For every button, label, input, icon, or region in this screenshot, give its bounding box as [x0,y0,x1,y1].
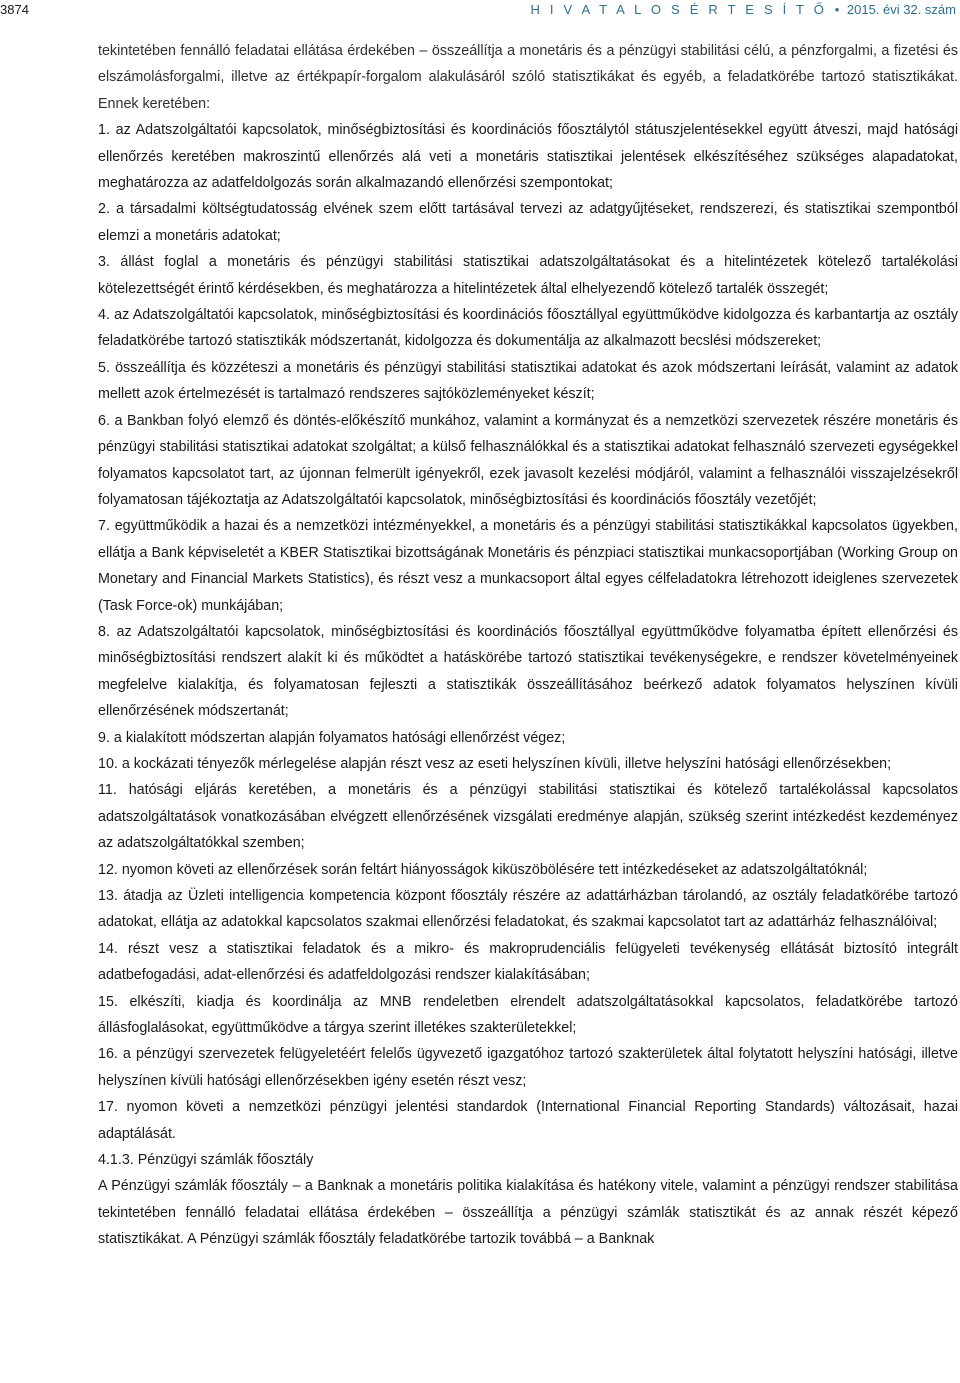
list-item: 16. a pénzügyi szervezetek felügyeletéért felelős ügyvezető igazgatóhoz tartozó szakterületek által folytatott helyszíni hatósági, illetve helyszínen kívüli hatósági ellenőrzésekben igény esetén részt vesz; [98,1046,958,1089]
list-item: 9. a kialakított módszertan alapján folyamatos hatósági ellenőrzést végez; [98,729,566,746]
running-title [530,2,956,17]
list-item: 8. az Adatszolgáltatói kapcsolatok, minőségbiztosítási és koordinációs főosztállyal együttműködve folyamatba épített ellenőrzési és minőségbiztosítási rendszert alakít ki és működtet a hatáskörébe tartozó statisztikai tevékenységekre, e rendszer követelményeinek megfelelve kialakítja, és folyamatosan fejleszti a statisztikák összeállításához beérkező adatok folyamatos helyszínen kívüli ellenőrzésének módszertanát; [98,623,958,720]
closing-paragraph: A Pénzügyi számlák főosztály – a Banknak a monetáris politika kialakítása és hatékony vitele, valamint a pénzügyi rendszer stabilitása tekintetében fennálló feladatai ellátása érdekében – összeállítja a pénzügyi számlák statisztikát és az annak részét képező statisztikákat. A Pénzügyi számlák főosztály feladatkörébe tartozik továbbá – a Banknak [98,1178,958,1248]
list-item: 10. a kockázati tényezők mérlegelése alapján részt vesz az eseti helyszínen kívüli, illetve helyszíni hatósági ellenőrzésekben; [98,755,892,772]
page-number: 3874 [0,2,29,17]
issue-label: 2015. évi 32. szám [846,2,956,17]
list-item: 14. részt vesz a statisztikai feladatok és a mikro- és makroprudenciális felügyeleti tevékenység ellátását biztosító integrált adatbefogadási, adat-ellenőrzési és adatfeldolgozási rendszer kialakításában; [98,940,958,984]
list-item: 1. az Adatszolgáltatói kapcsolatok, minőségbiztosítási és koordinációs főosztálytól státuszjelentésekkel együtt átveszi, majd hatósági ellenőrzés keretében makroszintű ellenőrzés alá veti a monetáris statisztikai jelentések elkészítéséhez szükséges alapadatokat, meghatározza az adatfeldolgozás során alkalmazandó ellenőrzési szempontokat; [98,122,958,192]
list-item: 12. nyomon követi az ellenőrzések során feltárt hiányosságok kiküszöbölésére tett intézkedéseket az adatszolgáltatóknál; [98,861,868,878]
list-item: 6. a Bankban folyó elemző és döntés-előkészítő munkához, valamint a kormányzat és a nemzetközi szervezetek részére monetáris és pénzügyi stabilitási statisztikai adatokat szolgáltat; a külső felhasználókkal és a statisztikai adatokat felhasználó szervezeti egységekkel folyamatos kapcsolatot tart, az újonnan felmerült igényekről, ezek javasolt kezelési módjáról, valamint a felhasználói visszajelzésekről folyamatosan tájékoztatja az Adatszolgáltatói kapcsolatok, minőségbiztosítási és koordinációs főosztály vezetőjét; [98,412,958,508]
list-item: 4. az Adatszolgáltatói kapcsolatok, minőségbiztosítási és koordinációs főosztállyal együttműködve kidolgozza és karbantartja az osztály feladatkörébe tartozó statisztikák módszertanát, kidolgozza és dokumentálja az alkalmazott becslési módszereket; [98,307,958,350]
page-header [0,0,960,20]
list-item: 7. együttműködik a hazai és a nemzetközi intézményekkel, a monetáris és a pénzügyi stabilitási statisztikákkal kapcsolatos ügyekben, ellátja a Bank képviseletét a KBER Statisztikai bizottságának Monetáris és pénzpiaci statisztikai munkacsoportjában (Working Group on Monetary and Financial Markets Statistics), és részt vesz a munkacsoport által egyes célfeladatokra létrehozott ideiglenes szervezetek (Task Force-ok) munkájában; [98,518,958,614]
list-item: 5. összeállítja és közzéteszi a monetáris és pénzügyi stabilitási statisztikai adatokat és azok módszertani leírását, valamint az adatok mellett azok értelmezését is tartalmazó rendszeres sajtóközleményeket készít; [98,359,958,403]
publication-title: H I V A T A L O S É R T E S Í T Ő [530,2,828,17]
list-item: 2. a társadalmi költségtudatosság elvének szem előtt tartásával tervezi az adatgyűjtéseket, rendszerezi, és statisztikai szempontból elemzi a monetáris adatokat; [98,201,958,244]
list-item: 3. állást foglal a monetáris és pénzügyi stabilitási statisztikai adatszolgáltatásokat és a hitelintézetek kötelező tartalékolási kötelezettségét érintő kérdésekben, és meghatározza a hitelintézetek által elhelyezendő kötelező tartalék összegét; [98,254,958,297]
section-heading: 4.1.3. Pénzügyi számlák főosztály [98,1152,314,1169]
list-item: 13. átadja az Üzleti intelligencia kompetencia központ főosztály részére az adattárházban tárolandó, az osztály feladatkörébe tartozó adatokat, ellátja az adatokkal kapcsolatos szakmai ellenőrzési feladatokat, és szakmai kapcsolatot tart az adattárház felhasználóival; [98,888,958,931]
header-separator-bullet: • [834,2,840,17]
intro-paragraph: tekintetében fennálló feladatai ellátása érdekében – összeállítja a monetáris és a pénzügyi stabilitási célú, a pénzforgalmi, a fizetési és elszámolásforgalmi, illetve az értékpapír-forgalom alakulásáról szóló statisztikákat és egyéb, a feladatkörébe tartozó statisztikákat. Ennek keretében: [98,43,958,112]
list-item: 17. nyomon követi a nemzetközi pénzügyi jelentési standardok (International Financial Reporting Standards) változásait, hazai adaptálását. [98,1099,958,1142]
list-item: 11. hatósági eljárás keretében, a monetáris és a pénzügyi stabilitási statisztikai és kötelező tartalékolással kapcsolatos adatszolgáltatások vonatkozásában elvégzett ellenőrzésének vizsgálati eredménye alapján, szükség szerint intézkedést kezdeményez az adatszolgáltatókkal szemben; [98,782,958,852]
document-body [98,38,958,1253]
list-item: 15. elkészíti, kiadja és koordinálja az MNB rendeletben elrendelt adatszolgáltatásokkal kapcsolatos, feladatkörébe tartozó állásfoglalásokat, együttműködve a tárgya szerint illetékes szakterületekkel; [98,993,958,1037]
